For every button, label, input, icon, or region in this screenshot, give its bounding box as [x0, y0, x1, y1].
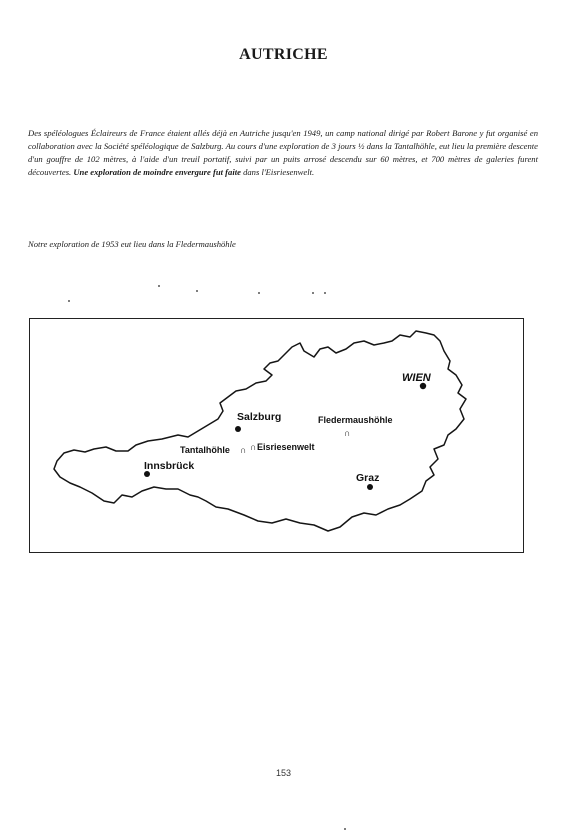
exploration-note: Notre exploration de 1953 eut lieu dans la Fledermaushöhle	[28, 239, 236, 249]
scan-speck	[68, 300, 70, 302]
intro-text: Des spéléologues Éclaireurs de France étaient allés déjà en Autriche jusqu'en 1949, un camp national dirigé par Robert Barone y fut organisé en collaboration avec la Société spéléologique de Salzburg. Au cours d'une exploration de 3 jours ½ dans la Tantalhöhle, eut lieu la première descente d'un gouffre de 102 mètres, à l'aide d'un treuil portatif, suivi par un puits arrosé descendu sur 60 mètres, et 700 mètres de galeries furent découvertes.	[28, 128, 538, 177]
innsbruck-label: Innsbrück	[144, 460, 195, 472]
austria-border-outline	[54, 331, 466, 531]
page-title: AUTRICHE	[239, 46, 328, 63]
scan-speck	[344, 828, 346, 830]
scan-speck	[158, 285, 160, 287]
intro-paragraph	[28, 127, 538, 179]
fledermaushohle-label: Fledermaushöhle	[318, 415, 393, 425]
tantalhohle-cave-icon: ∩	[240, 445, 247, 455]
eisriesenwelt-cave-icon: ∩	[250, 442, 257, 452]
graz-label: Graz	[356, 472, 380, 484]
graz-city-dot	[367, 484, 373, 490]
salzburg-label: Salzburg	[237, 411, 282, 423]
austria-map	[29, 318, 524, 553]
tantalhohle-label: Tantalhöhle	[180, 445, 230, 455]
fledermaushohle-cave-icon: ∩	[344, 428, 351, 438]
austria-map-drawing	[30, 319, 525, 554]
intro-text-end: dans l'Eisriesenwelt.	[243, 167, 315, 177]
page-number: 153	[275, 768, 292, 778]
scan-speck	[312, 292, 314, 294]
scan-speck	[324, 292, 326, 294]
eisriesenwelt-label: Eisriesenwelt	[257, 442, 315, 452]
scan-speck	[196, 290, 198, 292]
scan-speck	[258, 292, 260, 294]
wien-label: WIEN	[402, 372, 431, 384]
salzburg-city-dot	[235, 426, 241, 432]
intro-text-emphasis: Une exploration de moindre envergure fut faite	[73, 167, 241, 177]
